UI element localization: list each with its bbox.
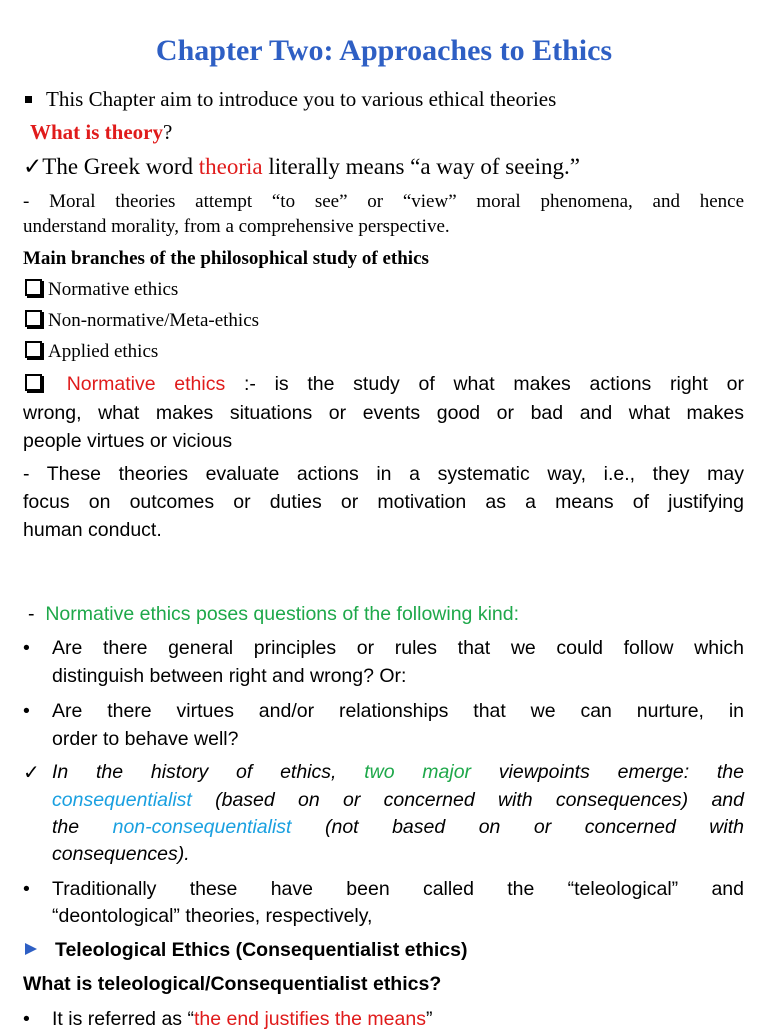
history-line-4: consequences). <box>52 843 190 865</box>
history-line-3: the non-consequentialist (not based on or concerned with <box>52 816 744 838</box>
bullet-dot-icon: • <box>23 700 30 722</box>
branch-item: Applied ethics <box>23 341 744 363</box>
question-2-line-2: order to behave well? <box>52 728 239 750</box>
checkmark-icon: ✓ <box>23 762 40 784</box>
square-bullet-icon <box>25 96 32 103</box>
bullet-dot-icon: • <box>23 1008 30 1030</box>
page-title: Chapter Two: Approaches to Ethics <box>155 34 613 67</box>
branch-item: Normative ethics <box>23 279 744 301</box>
checkbox-icon <box>25 279 42 296</box>
traditionally-line-1: Traditionally these have been called the “teleological” and <box>52 878 744 900</box>
checkbox-icon <box>25 341 42 358</box>
greek-word-line: ✓The Greek word theoria literally means “a way of seeing.” <box>23 154 581 179</box>
question-1-line-2: distinguish between right and wrong? Or: <box>52 665 407 687</box>
normative-def-line-2: wrong, what makes situations or events good or bad and what makes <box>23 402 744 424</box>
intro-line: This Chapter aim to introduce you to various ethical theories <box>23 87 744 112</box>
question-2-line-1: Are there virtues and/or relationships that we can nurture, in <box>52 700 744 722</box>
question-1-line-1: Are there general principles or rules that we could follow which <box>52 637 744 659</box>
normative-def-line-1: Normative ethics :- is the study of what makes actions right or <box>23 373 744 396</box>
moral-theories-line-1: - Moral theories attempt “to see” or “view” moral phenomena, and hence <box>23 191 744 212</box>
theories-eval-line-3: human conduct. <box>23 519 162 541</box>
traditionally-line-2: “deontological” theories, respectively, <box>52 905 373 927</box>
theories-eval-line-1: - These theories evaluate actions in a systematic way, i.e., they may <box>23 463 744 485</box>
checkbox-icon <box>25 374 42 391</box>
bullet-dot-icon: • <box>23 878 30 900</box>
branches-heading: Main branches of the philosophical study of ethics <box>23 248 429 269</box>
moral-theories-line-2: understand morality, from a comprehensive perspective. <box>23 216 450 237</box>
checkbox-icon <box>25 310 42 327</box>
theories-eval-line-2: focus on outcomes or duties or motivation as a means of justifying <box>23 491 744 513</box>
teleological-heading: Teleological Ethics (Consequentialist ethics) <box>23 939 744 962</box>
triangle-bullet-icon <box>25 943 37 955</box>
branch-item: Non-normative/Meta-ethics <box>23 310 744 332</box>
what-is-theory-heading: What is theory? <box>30 120 173 144</box>
history-line-1: In the history of ethics, two major viewpoints emerge: the <box>52 761 744 783</box>
teleological-question: What is teleological/Consequentialist ethics? <box>23 973 442 995</box>
end-justifies-line: It is referred as “the end justifies the means” <box>52 1008 433 1030</box>
normative-def-line-3: people virtues or vicious <box>23 430 233 452</box>
bullet-dot-icon: • <box>23 637 30 659</box>
history-line-2: consequentialist (based on or concerned with consequences) and <box>52 789 744 811</box>
checkmark-icon: ✓ <box>23 154 43 179</box>
poses-questions-line: - Normative ethics poses questions of the following kind: <box>28 603 520 625</box>
